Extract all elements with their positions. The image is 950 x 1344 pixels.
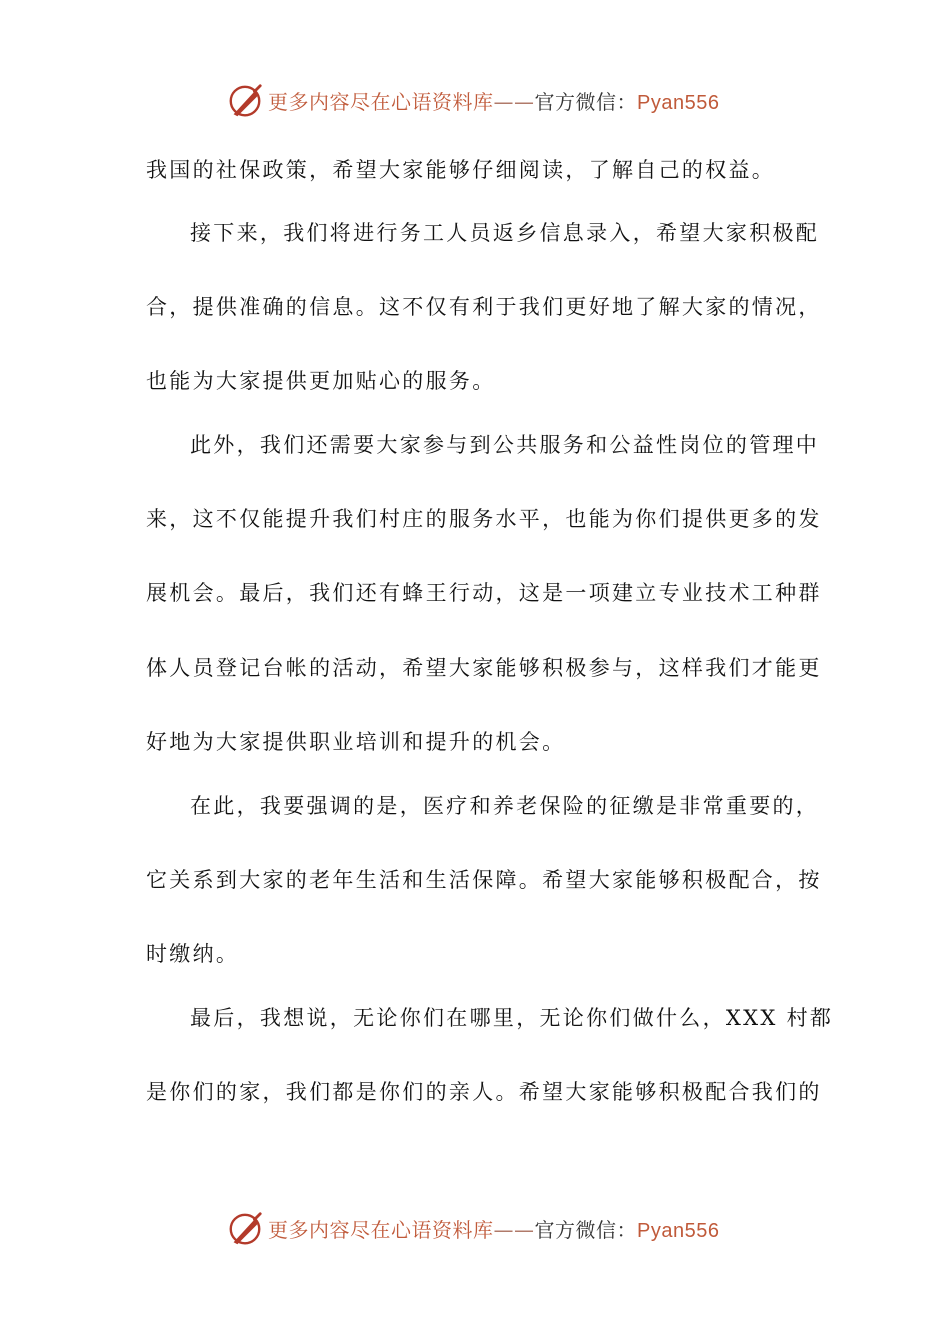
banner-site-name: 更多内容尽在心语资料库: [268, 1218, 494, 1242]
text-line: 合，提供准确的信息。这不仅有利于我们更好地了解大家的情况，: [146, 295, 822, 319]
text-line: 此外，我们还需要大家参与到公共服务和公益性岗位的管理中: [190, 433, 820, 457]
text-line: 好地为大家提供职业培训和提升的机会。: [146, 730, 566, 754]
banner-dash: ——: [493, 1218, 535, 1242]
banner-dash: ——: [493, 90, 535, 114]
text-line: 接下来，我们将进行务工人员返乡信息录入，希望大家积极配: [190, 221, 820, 245]
banner-text: [268, 88, 719, 117]
text-line: 来，这不仅能提升我们村庄的服务水平，也能为你们提供更多的发: [146, 507, 822, 531]
text-line: 我国的社保政策，希望大家能够仔细阅读，了解自己的权益。: [146, 158, 776, 182]
text-line: 在此，我要强调的是，医疗和养老保险的征缴是非常重要的，: [190, 794, 820, 818]
text-line: 它关系到大家的老年生活和生活保障。希望大家能够积极配合，按: [146, 868, 822, 892]
text-line: 也能为大家提供更加贴心的服务。: [146, 369, 496, 393]
footer-banner: [0, 1208, 950, 1252]
text-line: 体人员登记台帐的活动，希望大家能够积极参与，这样我们才能更: [146, 656, 822, 680]
text-line: 是你们的家，我们都是你们的亲人。希望大家能够积极配合我们的: [146, 1080, 822, 1104]
text-line: 时缴纳。: [146, 942, 240, 966]
banner-wechat-id: Pyan556: [637, 92, 720, 114]
text-line: 展机会。最后，我们还有蜂王行动，这是一项建立专业技术工种群: [146, 581, 822, 605]
banner-wechat-id: Pyan556: [637, 1220, 720, 1242]
banner-official-label: 官方微信：: [534, 1218, 637, 1242]
banner-site-name: 更多内容尽在心语资料库: [268, 90, 494, 114]
text-line: 最后，我想说，无论你们在哪里，无论你们做什么，XXX 村都: [190, 1006, 834, 1030]
pen-logo-icon: [226, 82, 264, 120]
pen-logo-icon: [226, 1210, 264, 1248]
banner-official-label: 官方微信：: [534, 90, 637, 114]
header-banner: [0, 80, 950, 124]
banner-text: [268, 1216, 719, 1245]
